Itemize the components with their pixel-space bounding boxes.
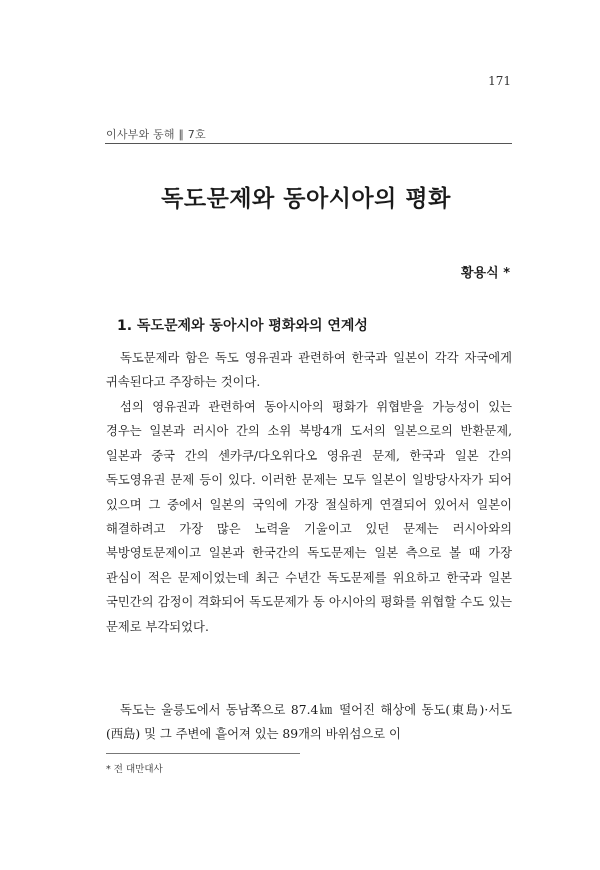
article-title: 독도문제와 동아시아의 평화 bbox=[161, 186, 451, 212]
author-name: 황용식 * bbox=[461, 266, 510, 281]
page-number: 171 bbox=[488, 74, 511, 88]
body-paragraph-1: 독도문제라 함은 독도 영유권과 관련하여 한국과 일본이 각각 자국에게 귀속된다고 주장하는 것이다. bbox=[106, 351, 512, 390]
footnote: * 전 대만대사 bbox=[106, 764, 163, 775]
running-header: 이사부와 동해 ∥ 7호 bbox=[106, 128, 206, 141]
section-heading: 1. 독도문제와 동아시아 평화와의 연계성 bbox=[117, 318, 368, 334]
body-paragraph-3: 독도는 울릉도에서 동남쪽으로 87.4㎞ 떨어진 해상에 동도(東島)·서도(西島) 및 그 주변에 흩어져 있는 89개의 바위섬으로 이 bbox=[106, 703, 512, 742]
header-rule bbox=[105, 143, 512, 144]
footnote-rule bbox=[106, 753, 300, 754]
body-paragraph-2: 섬의 영유권과 관련하여 동아시아의 평화가 위협받을 가능성이 있는 경우는 일본과 러시아 간의 소위 북방4개 도서의 일본으로의 반환문제, 일본과 중국 간의 센카쿠/다오위다오 영유권 문제, 한국과 일본 간의 독도영유권 문제 등이 있다. 이러한 문제는 모두 일본이 일방당사자가 되어 있으며 그 중에서 일본의 국익에 가장 절실하게 연결되어 있어서 일본이 해결하려고 가장 많은 노력을 기울이고 있던 문제는 러시아와의 북방영토문제이고 일본과 한국간의 독도문제는 일본 측으로 볼 때 가장 관심이 적은 문제이었는데 최근 수년간 독도문제를 위요하고 한국과 일본 국민간의 감정이 격화되어 독도문제가 동 아시아의 평화를 위협할 수도 있는 문제로 부각되었다. bbox=[106, 400, 512, 634]
